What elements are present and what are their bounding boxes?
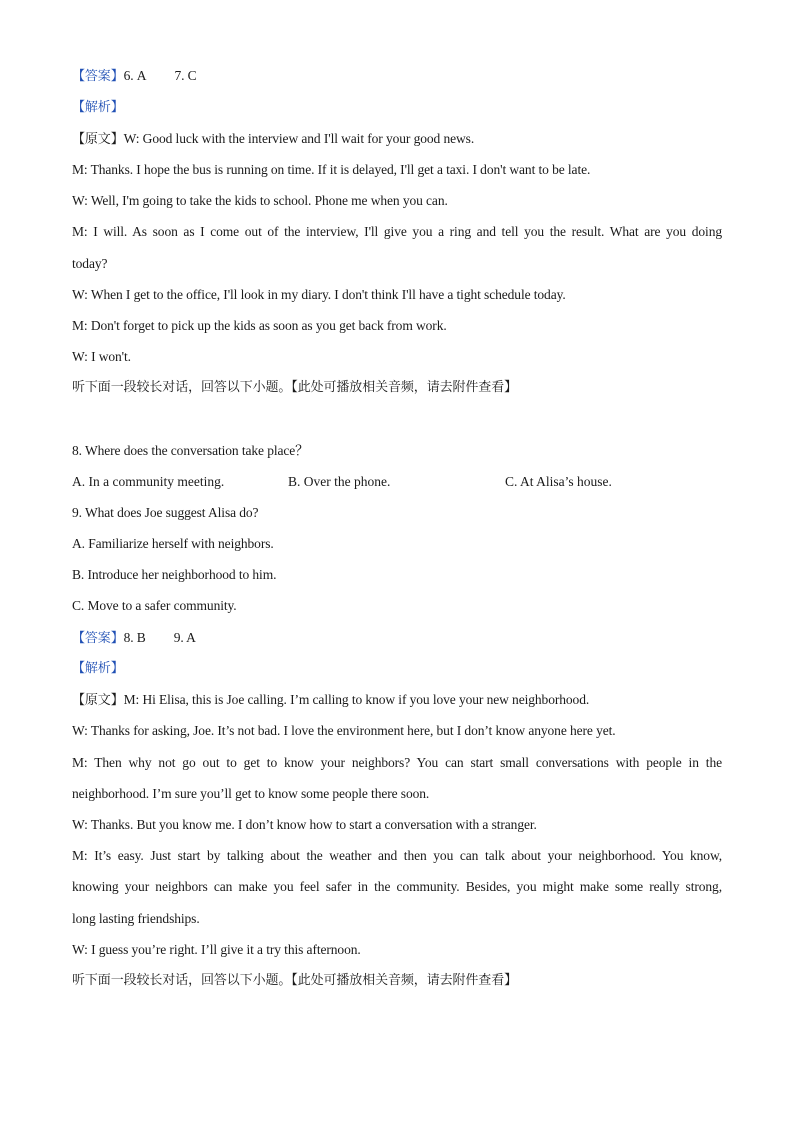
- transcript-line: M: I will. As soon as I come out of the interview, I'll give you a ring and tell you the result. What are you doing: [72, 224, 722, 239]
- transcript-line: knowing your neighbors can make you feel safer in the community. Besides, you might make some really strong,: [72, 879, 722, 894]
- transcript-text: M: Hi Elisa, this is Joe calling. I’m calling to know if you love your new neighborhood.: [123, 692, 590, 707]
- answer-6: 6. A: [123, 68, 147, 83]
- transcript-line: M: Then why not go out to get to know your neighbors? You can start small conversations with people in the: [72, 755, 722, 770]
- question-8-option-b: B. Over the phone.: [288, 474, 391, 489]
- listening-instruction: 听下面一段较长对话，回答以下小题。【此处可播放相关音频，请去附件查看】: [72, 973, 518, 988]
- transcript-line: M: Don't forget to pick up the kids as soon as you get back from work.: [72, 318, 447, 333]
- analysis-tag: 【解析】: [72, 100, 124, 115]
- transcript-line: M: Thanks. I hope the bus is running on time. If it is delayed, I'll get a taxi. I don't want to be late.: [72, 162, 591, 177]
- transcript-line: W: I won't.: [72, 349, 131, 364]
- answer-tag: 【答案】: [72, 69, 124, 84]
- question-8-option-a: A. In a community meeting.: [72, 474, 225, 489]
- answer-line-6-7: [72, 67, 197, 86]
- question-9-option-c: C. Move to a safer community.: [72, 598, 237, 613]
- transcript-line: neighborhood. I’m sure you’ll get to know some people there soon.: [72, 786, 430, 801]
- transcript-line: M: It’s easy. Just start by talking about the weather and then you can talk about your neighborhood. You know,: [72, 848, 722, 863]
- original-tag: 【原文】: [72, 132, 124, 147]
- answer-tag: 【答案】: [72, 631, 124, 646]
- transcript-line: W: Thanks for asking, Joe. It’s not bad. I love the environment here, but I don’t know anyone here yet.: [72, 723, 616, 738]
- question-8-stem: 8. Where does the conversation take place？: [72, 443, 309, 458]
- transcript-line: [72, 691, 589, 710]
- transcript-line: W: I guess you’re right. I’ll give it a try this afternoon.: [72, 942, 361, 957]
- transcript-line: [72, 130, 474, 149]
- question-9-option-b: B. Introduce her neighborhood to him.: [72, 567, 277, 582]
- original-tag: 【原文】: [72, 693, 124, 708]
- analysis-tag: 【解析】: [72, 661, 124, 676]
- transcript-line: W: When I get to the office, I'll look in my diary. I don't think I'll have a tight schedule today.: [72, 287, 566, 302]
- transcript-line: today?: [72, 256, 108, 271]
- question-9-option-a: A. Familiarize herself with neighbors.: [72, 536, 274, 551]
- answer-7: 7. C: [174, 68, 197, 83]
- transcript-line: W: Well, I'm going to take the kids to school. Phone me when you can.: [72, 193, 448, 208]
- answer-8: 8. B: [123, 630, 146, 645]
- listening-instruction: 听下面一段较长对话，回答以下小题。【此处可播放相关音频，请去附件查看】: [72, 380, 518, 395]
- question-8-option-c: C. At Alisa’s house.: [505, 474, 612, 489]
- transcript-text: W: Good luck with the interview and I'll wait for your good news.: [123, 131, 475, 146]
- transcript-line: W: Thanks. But you know me. I don’t know how to start a conversation with a stranger.: [72, 817, 537, 832]
- answer-line-8-9: [72, 629, 196, 648]
- transcript-line: long lasting friendships.: [72, 911, 200, 926]
- question-9-stem: 9. What does Joe suggest Alisa do?: [72, 505, 259, 520]
- answer-9: 9. A: [173, 630, 196, 645]
